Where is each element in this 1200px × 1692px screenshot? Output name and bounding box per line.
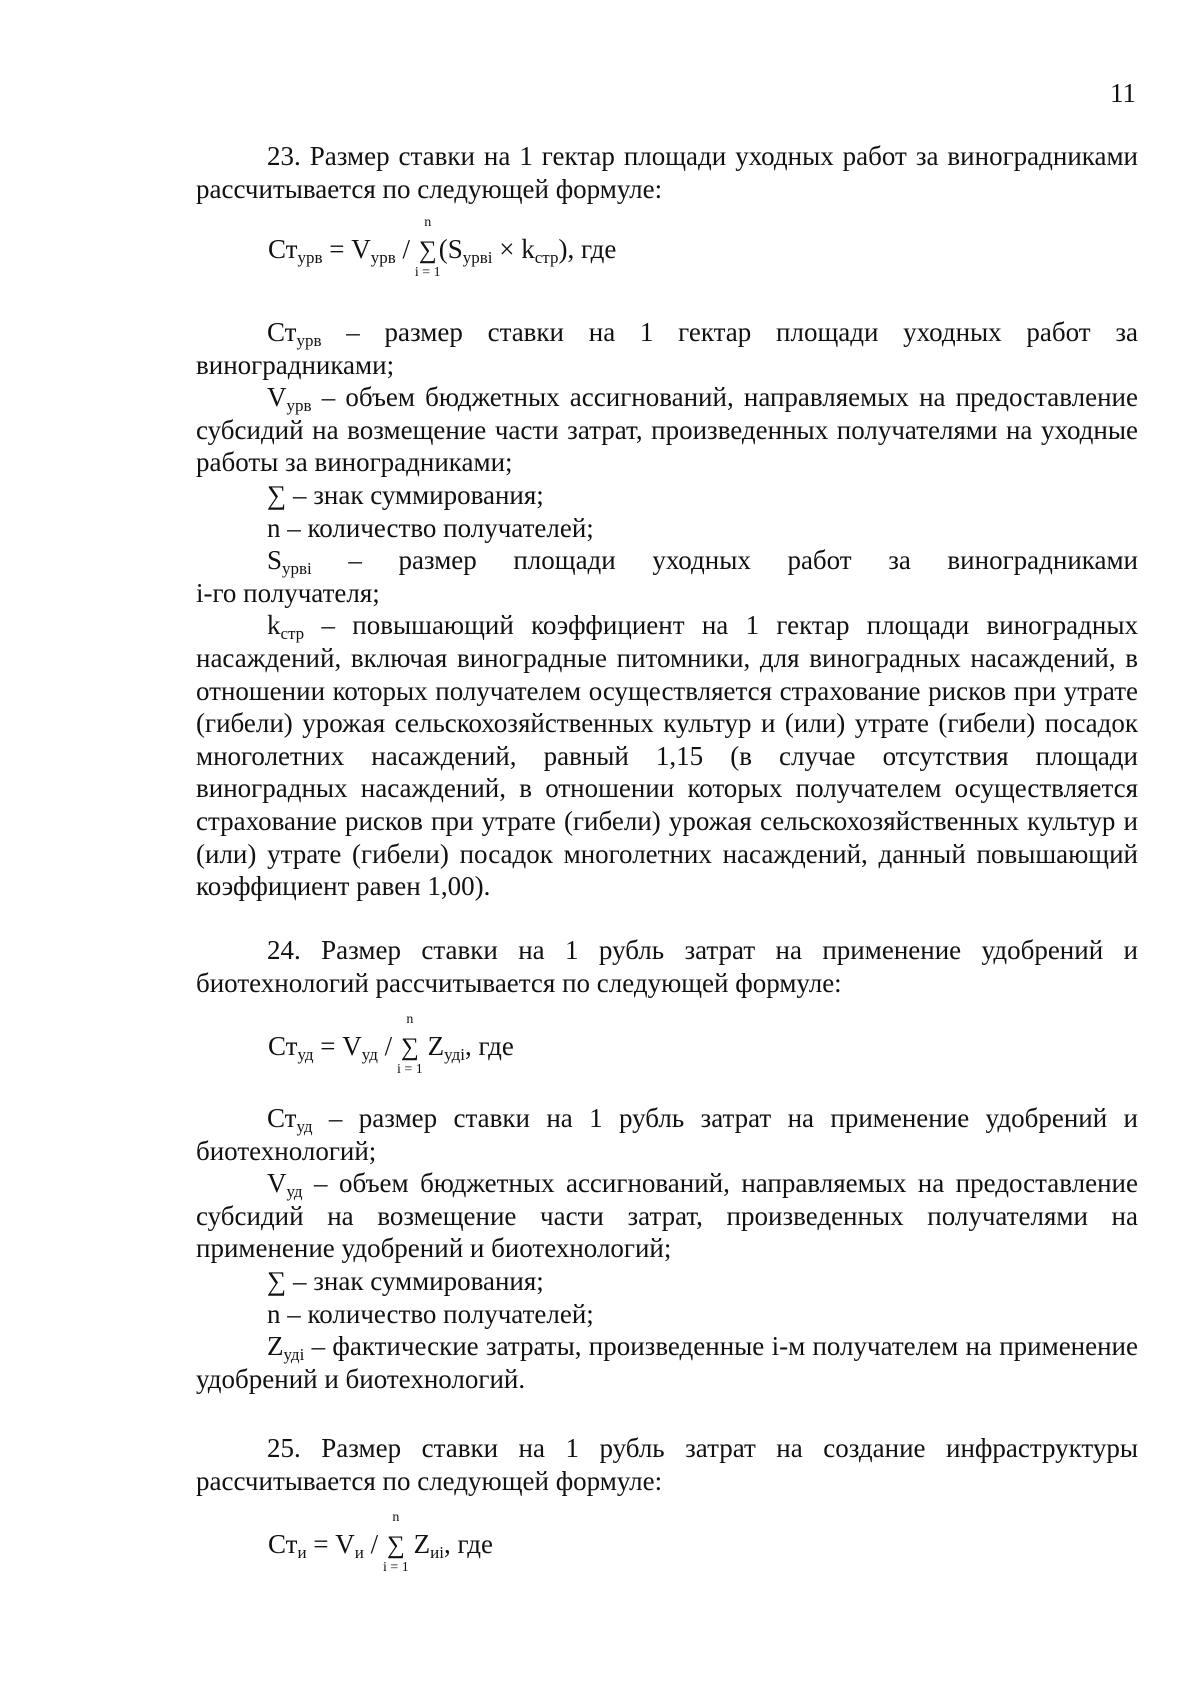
formula-24: $Ст_{уд} = V_{уд}$ / ∑ n i = 1 $Z_{удi}$, где bbox=[268, 1012, 514, 1077]
definition: ∑ – знак суммирования; bbox=[267, 1265, 544, 1296]
section-24-definitions bbox=[196, 1102, 1138, 1395]
definition: n – количество получателей; bbox=[267, 512, 594, 543]
section-25-intro bbox=[196, 1432, 1138, 1497]
formula-25: $Ст_и = V_и$ / ∑ n i = 1 $Z_{иi}$, где bbox=[268, 1510, 493, 1575]
definition: $Z_{удi}$ – фактические затраты, произведенные i-м получателем на применение удобрений и биотехнологий. bbox=[196, 1331, 1138, 1394]
definition: ∑ – знак суммирования; bbox=[267, 479, 544, 510]
definition: $V_{урв}$ – объем бюджетных ассигнований, направляемых на предоставление субсидий на возмещение части затрат, произведенных получателями на уходные работы за виноградниками; bbox=[196, 382, 1138, 478]
paragraph: 23. Размер ставки на 1 гектар площади уходных работ за виноградниками рассчитывается по следующей формуле: bbox=[196, 141, 1138, 204]
definition: $k_{стр}$ – повышающий коэффициент на 1 гектар площади виноградных насаждений, включая виноградные питомники, для виноградных насаждений, в отношении которых получателем осуществляется страхование рисков при утрате (гибели) урожая сельскохозяйственных культур и (или) утрате (гибели) посадок многолетних насаждений, равный 1,15 (в случае отсутствия площади виноградных насаждений, в отношении которых получателем осуществляется страхование рисков при утрате (гибели) урожая сельскохозяйственных культур и (или) утрате (гибели) посадок многолетних насаждений, данный повышающий коэффициент равен 1,00). bbox=[196, 610, 1138, 902]
sum-icon: ∑ n i = 1 bbox=[396, 1012, 423, 1077]
section-23-definitions bbox=[196, 316, 1138, 903]
section-23-intro bbox=[196, 140, 1138, 205]
sum-icon: ∑ n i = 1 bbox=[383, 1510, 409, 1575]
definition: $Ст_{урв}$ – размер ставки на 1 гектар площади уходных работ за виноградниками; bbox=[196, 317, 1138, 380]
definition: $Ст_{уд}$ – размер ставки на 1 рубль затрат на применение удобрений и биотехнологий; bbox=[196, 1103, 1138, 1166]
paragraph: 24. Размер ставки на 1 рубль затрат на применение удобрений и биотехнологий рассчитывается по следующей формуле: bbox=[196, 935, 1138, 998]
paragraph: 25. Размер ставки на 1 рубль затрат на создание инфраструктуры рассчитывается по следующей формуле: bbox=[196, 1433, 1138, 1496]
page-number: 11 bbox=[1110, 78, 1136, 108]
definition: $V_{уд}$ – объем бюджетных ассигнований, направляемых на предоставление субсидий на возмещение части затрат, произведенных получателями на применение удобрений и биотехнологий; bbox=[196, 1168, 1138, 1264]
definition-spread: $S_{урвi}$ – размер площади уходных работ за виноградниками bbox=[267, 545, 1138, 579]
formula-23: $Ст_{урв} = V_{урв}$ / ∑ n i = 1 $(S_{урвi} \times k_{стр})$, где bbox=[268, 215, 617, 280]
section-24-intro bbox=[196, 934, 1138, 999]
definition-continuation: i-го получателя; bbox=[196, 577, 380, 608]
definition: n – количество получателей; bbox=[267, 1298, 594, 1329]
sum-icon: ∑ n i = 1 bbox=[414, 215, 441, 280]
